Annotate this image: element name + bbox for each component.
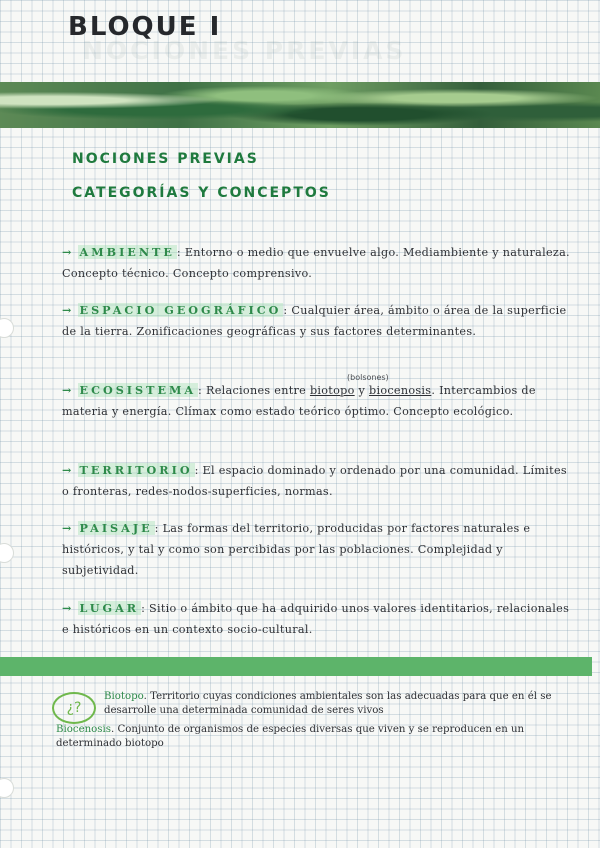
term-separator: : [176, 246, 181, 259]
entry-espacio-geografico [62, 300, 570, 342]
shadow-title: NOCIONES PREVIAS [82, 36, 407, 65]
note-text-biotopo: . Territorio cuyas condiciones ambientales son las adecuadas para que en él se desarrolle una determinada comunidad de seres vivos [104, 691, 552, 716]
binder-hole [0, 318, 14, 338]
term-biocenosis-link: biocenosis [368, 384, 432, 397]
term-separator: : [154, 522, 159, 535]
entry-ecosistema [62, 380, 570, 422]
binder-hole [0, 543, 14, 563]
binder-hole [0, 778, 14, 798]
note-term-biocenosis: Biocenosis [56, 724, 112, 735]
definition-ecosistema-mid: y [354, 384, 369, 397]
question-circle-icon: ¿? [52, 692, 96, 724]
term-biotopo-link: biotopo [309, 384, 355, 397]
heading-categorias: CATEGORÍAS Y CONCEPTOS [72, 185, 331, 201]
term-separator: : [283, 304, 288, 317]
definition-espacio-geografico: Cualquier área, ámbito o área de la superficie de la tierra. Zonificaciones geográficas y sus factores determinantes. [62, 304, 567, 338]
arrow-icon: → [62, 601, 72, 615]
term-separator: : [194, 464, 199, 477]
entry-ambiente [62, 242, 570, 284]
term-ecosistema: ECOSISTEMA [79, 383, 197, 397]
term-separator: : [141, 602, 146, 615]
highlight-band [0, 657, 592, 676]
entry-lugar [62, 598, 570, 640]
definition-ecosistema-start: Relaciones entre [202, 384, 310, 397]
bloque-title: BLOQUE I [68, 12, 222, 42]
heading-nociones: NOCIONES PREVIAS [72, 151, 259, 167]
arrow-icon: → [62, 303, 72, 317]
arrow-icon: → [62, 383, 72, 397]
arrow-icon: → [62, 463, 72, 477]
entry-paisaje [62, 518, 570, 581]
definition-paisaje: Las formas del territorio, producidas por factores naturales e históricos, y tal y como son percibidas por las poblaciones. Complejidad y subjetividad. [62, 522, 531, 577]
term-ambiente: AMBIENTE [79, 245, 175, 259]
term-espacio-geografico: ESPACIO GEOGRÁFICO [79, 303, 282, 317]
term-lugar: LUGAR [79, 601, 140, 615]
definition-territorio: El espacio dominado y ordenado por una comunidad. Límites o fronteras, redes-nodos-superficies, normas. [62, 464, 567, 498]
note-biotopo [104, 690, 574, 718]
arrow-icon: → [62, 521, 72, 535]
arrow-icon: → [62, 245, 72, 259]
term-territorio: TERRITORIO [79, 463, 193, 477]
entry-territorio [62, 460, 570, 502]
note-term-biotopo: Biotopo [104, 691, 144, 702]
definition-ambiente: Entorno o medio que envuelve algo. Mediambiente y naturaleza. Concepto técnico. Concepto comprensivo. [62, 246, 570, 280]
note-biocenosis [56, 723, 576, 751]
definition-ecosistema-end: . Intercambios de materia y energía. Clímax como estado teórico óptimo. Concepto ecológico. [62, 384, 536, 418]
term-separator: : [198, 384, 203, 397]
term-paisaje: PAISAJE [79, 521, 153, 535]
note-text-biocenosis: . Conjunto de organismos de especies diversas que viven y se reproducen en un determinado biotopo [56, 724, 525, 749]
painting-banner [0, 82, 600, 128]
definition-lugar: Sitio o ámbito que ha adquirido unos valores identitarios, relacionales e históricos en un contexto socio-cultural. [62, 602, 570, 636]
note-bolsones: (bolsones) [347, 373, 389, 382]
